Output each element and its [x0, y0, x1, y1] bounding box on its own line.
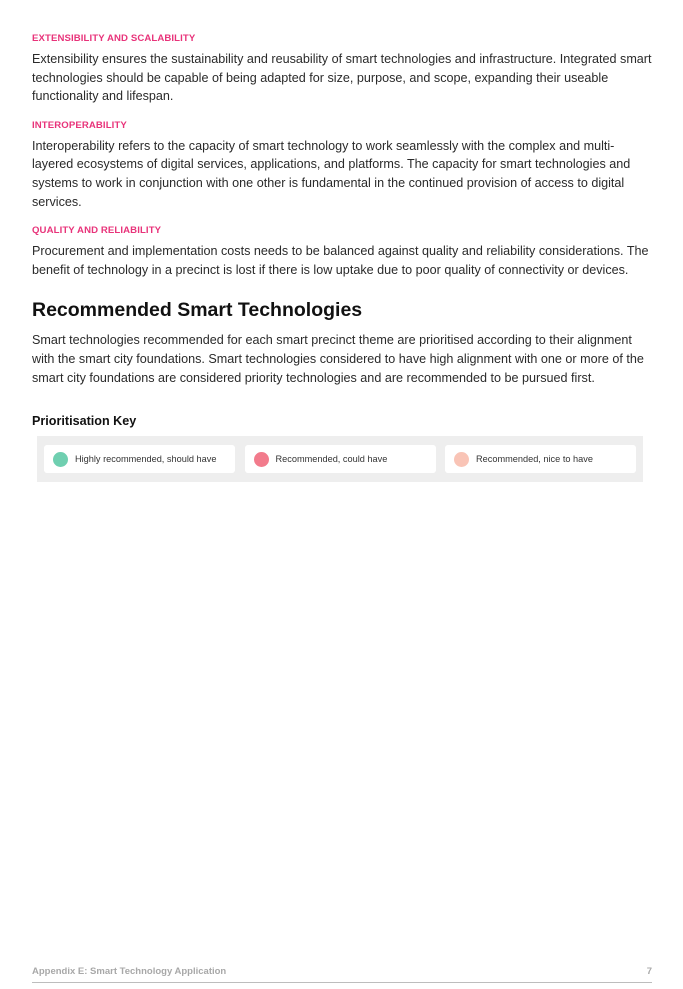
section-text: Procurement and implementation costs needs to be balanced against quality and reliability considerations. The benefit of technology in a precinct is lost if there is low uptake due to poor quality of connectivity or devices.: [32, 244, 649, 277]
section-text: Interoperability refers to the capacity of smart technology to work seamlessly with the complex and multi-layered ecosystems of digital services, applications, and platforms. The capacity for smart technologies and systems to work in conjunction with one other is fundamental in the continued provision of access to digital services.: [32, 138, 631, 209]
section-quality: [32, 225, 654, 279]
prioritisation-key-title: Prioritisation Key: [32, 414, 137, 429]
section-label: EXTENSIBILITY AND SCALABILITY: [32, 33, 196, 44]
page-footer: [32, 966, 652, 983]
section-label: INTEROPERABILITY: [32, 119, 127, 131]
footer-title: Appendix E: Smart Technology Application: [32, 966, 227, 977]
section-interoperability: [32, 120, 654, 211]
key-item-highly-recommended: [44, 445, 235, 473]
prioritisation-key: [37, 436, 643, 482]
page-number: 7: [646, 966, 652, 977]
peach-dot-icon: [454, 452, 469, 467]
key-item-label: Recommended, nice to have: [476, 454, 593, 465]
key-item-recommended-nice: [445, 445, 636, 473]
recommended-text: Smart technologies recommended for each smart precinct theme are prioritised according to their alignment with the smart city foundations. Smart technologies considered to have high alignment with one or more of the smart city foundations are considered priority technologies and are recommended to be pursued first.: [32, 333, 644, 385]
red-dot-icon: [254, 452, 269, 467]
green-dot-icon: [53, 452, 68, 467]
key-item-label: Highly recommended, should have: [75, 454, 217, 465]
key-item-label: Recommended, could have: [275, 454, 388, 465]
section-extensibility: [32, 33, 654, 106]
recommended-heading: Recommended Smart Technologies: [32, 299, 363, 322]
key-item-recommended-could: [245, 445, 436, 473]
page-content: [32, 33, 654, 482]
section-text: Extensibility ensures the sustainability and reusability of smart technologies and infrastructure. Integrated smart technologies should be capable of being adapted for size, purpose, and scope, expanding their useable functionality and lifespan.: [32, 52, 652, 104]
section-label: QUALITY AND RELIABILITY: [32, 225, 162, 237]
